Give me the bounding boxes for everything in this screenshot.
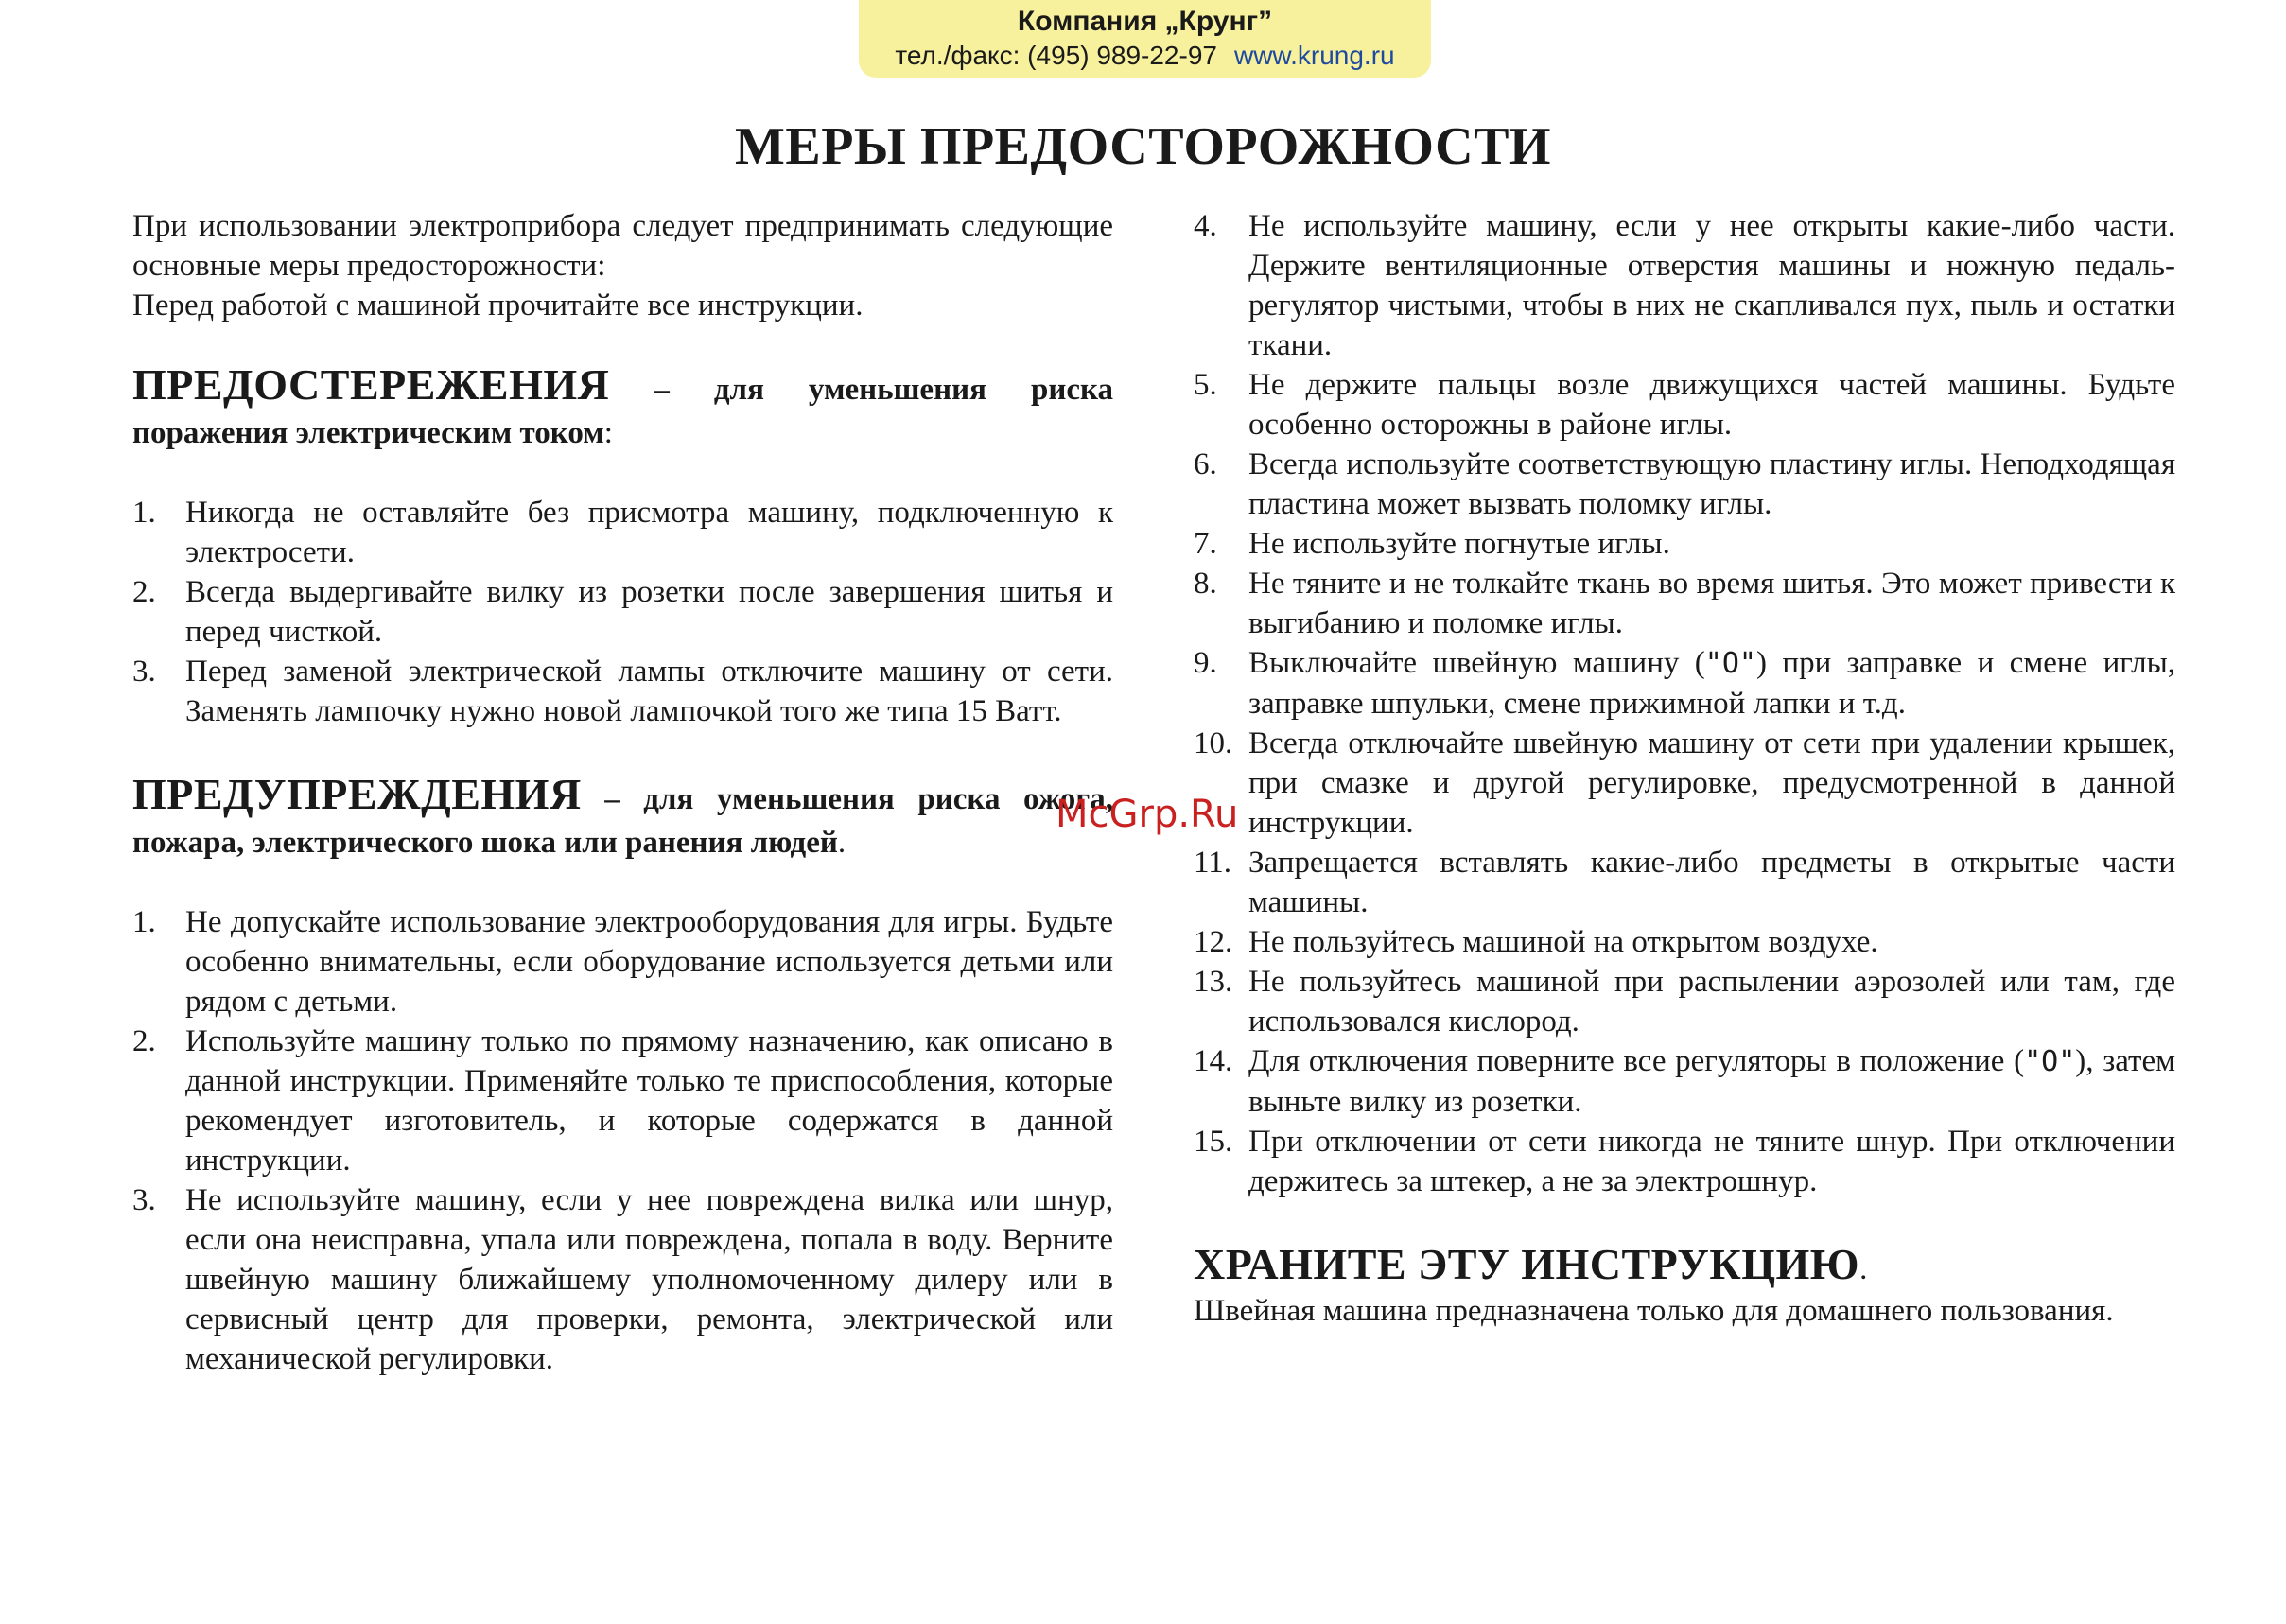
cautions-list	[132, 493, 1113, 731]
list-item	[1194, 524, 2175, 564]
item-number: 10.	[1194, 726, 1233, 760]
page-title: МЕРЫ ПРЕДОСТОРОЖНОСТИ	[735, 117, 1551, 176]
heading-rest: – для уменьшения риска поражения электрическим током	[132, 373, 1113, 450]
item-text-post: ), затем выньте вилку из розетки.	[1248, 1044, 2175, 1119]
list-item	[132, 493, 1113, 572]
list-item	[1194, 1041, 2175, 1122]
item-text: Никогда не оставляйте без присмотра машину, подключенную к электросети.	[185, 496, 1113, 569]
item-number: 9.	[1194, 646, 1217, 680]
list-item	[132, 1022, 1113, 1180]
list-item	[1194, 843, 2175, 922]
list-item	[132, 572, 1113, 652]
item-number: 12.	[1194, 925, 1233, 959]
item-text: Не пользуйтесь машиной при распылении аэрозолей или там, где использовался кислород.	[1248, 965, 2175, 1039]
item-text: Перед заменой электрической лампы отключите машину от сети. Заменять лампочку нужно новой лампочкой того же типа 15 Ватт.	[185, 655, 1113, 728]
phone-number: тел./факс: (495) 989-22-97	[895, 41, 1217, 70]
item-text-pre: Выключайте швейную машину (	[1248, 646, 1705, 680]
item-text: Всегда используйте соответствующую пластину иглы. Неподходящая пластина может вызвать поломку иглы.	[1248, 447, 2175, 521]
item-number: 1.	[132, 496, 156, 530]
item-text-pre: Для отключения поверните все регуляторы в положение (	[1248, 1044, 2025, 1078]
list-item	[1194, 724, 2175, 843]
off-symbol: "O"	[2024, 1045, 2076, 1078]
heading-caps: ХРАНИТЕ ЭТУ ИНСТРУКЦИЮ	[1194, 1240, 1860, 1288]
right-column	[1194, 206, 2175, 1331]
section-heading-warnings	[132, 770, 1113, 864]
item-number: 2.	[132, 1024, 156, 1058]
heading-end: .	[1859, 1252, 1868, 1286]
item-number: 11.	[1194, 846, 1232, 880]
item-text: Запрещается вставлять какие-либо предметы в открытые части машины.	[1248, 846, 2175, 919]
list-item	[1194, 365, 2175, 445]
heading-end: .	[837, 826, 846, 860]
heading-caps: ПРЕДОСТЕРЕЖЕНИЯ	[132, 360, 610, 409]
item-text: При отключении от сети никогда не тяните шнур. При отключении держитесь за штекер, а не за электрошнур.	[1248, 1125, 2175, 1198]
left-column	[132, 206, 1113, 1379]
save-heading	[1194, 1240, 2175, 1291]
list-item	[1194, 564, 2175, 643]
list-item	[132, 652, 1113, 731]
section-heading-cautions	[132, 360, 1113, 455]
item-number: 7.	[1194, 527, 1217, 561]
website-link[interactable]: www.krung.ru	[1233, 41, 1395, 70]
warnings-list-continued	[1194, 206, 2175, 1201]
item-text: Не используйте погнутые иглы.	[1248, 527, 1670, 561]
company-name: Компания „Крунг”	[1017, 6, 1273, 37]
intro-note: Перед работой с машиной прочитайте все инструкции.	[132, 288, 864, 323]
item-text: Не используйте машину, если у нее повреждена вилка или шнур, если она неисправна, упала или повреждена, попала в воду. Верните швейную машину ближайшему уполномоченному дилеру или в сервисный центр для проверки, ремонта, электрической или механической регулировки.	[185, 1183, 1113, 1376]
item-number: 13.	[1194, 965, 1233, 999]
item-number: 1.	[132, 905, 156, 939]
list-item	[1194, 643, 2175, 724]
list-item	[1194, 1122, 2175, 1201]
item-text: Не держите пальцы возле движущихся частей машины. Будьте особенно осторожны в районе иглы.	[1248, 368, 2175, 442]
item-number: 4.	[1194, 209, 1217, 243]
item-text: Не пользуйтесь машиной на открытом воздухе.	[1248, 925, 1878, 959]
list-item	[1194, 445, 2175, 524]
item-number: 5.	[1194, 368, 1217, 402]
item-number: 3.	[132, 655, 156, 689]
heading-caps: ПРЕДУПРЕЖДЕНИЯ	[132, 770, 582, 818]
item-number: 3.	[132, 1183, 156, 1217]
heading-rest: – для уменьшения риска ожога, пожара, электрического шока или ранения людей	[132, 782, 1113, 860]
off-symbol: "O"	[1704, 647, 1756, 680]
heading-end: :	[603, 416, 613, 450]
list-item	[132, 1180, 1113, 1379]
save-text: Швейная машина предназначена только для домашнего пользования.	[1194, 1294, 2114, 1328]
warnings-list	[132, 902, 1113, 1379]
item-text: Не допускайте использование электрооборудования для игры. Будьте особенно внимательны, если оборудование используется детьми или рядом с детьми.	[185, 905, 1113, 1019]
intro-paragraph: При использовании электроприбора следует предпринимать следующие основные меры предосторожности:	[132, 209, 1113, 283]
item-number: 15.	[1194, 1125, 1233, 1159]
item-text-post: ) при заправке и смене иглы, заправке шпульки, смене прижимной лапки и т.д.	[1248, 646, 2175, 721]
list-item	[1194, 922, 2175, 962]
item-text: Не используйте машину, если у нее открыты какие-либо части. Держите вентиляционные отверстия машины и ножную педаль-регулятор чистыми, чтобы в них не скапливался пух, пыль и остатки ткани.	[1248, 209, 2175, 362]
item-text: Всегда отключайте швейную машину от сети при удалении крышек, при смазке и другой регулировке, предусмотренной в данной инструкции.	[1248, 726, 2175, 840]
contact-line	[859, 40, 1431, 72]
item-text: Всегда выдергивайте вилку из розетки после завершения шитья и перед чисткой.	[185, 575, 1113, 649]
item-number: 14.	[1194, 1044, 1233, 1078]
item-number: 2.	[132, 575, 156, 609]
item-number: 8.	[1194, 567, 1217, 601]
watermark-logo: McGrp.Ru	[1056, 793, 1239, 836]
list-item	[132, 902, 1113, 1022]
header-banner	[859, 0, 1431, 78]
item-number: 6.	[1194, 447, 1217, 481]
list-item	[1194, 206, 2175, 365]
list-item	[1194, 962, 2175, 1041]
item-text: Используйте машину только по прямому назначению, как описано в данной инструкции. Применяйте только те приспособления, которые рекомендует изготовитель, и которые содержатся в данной инструкции.	[185, 1024, 1113, 1178]
item-text: Не тяните и не толкайте ткань во время шитья. Это может привести к выгибанию и поломке иглы.	[1248, 567, 2175, 640]
